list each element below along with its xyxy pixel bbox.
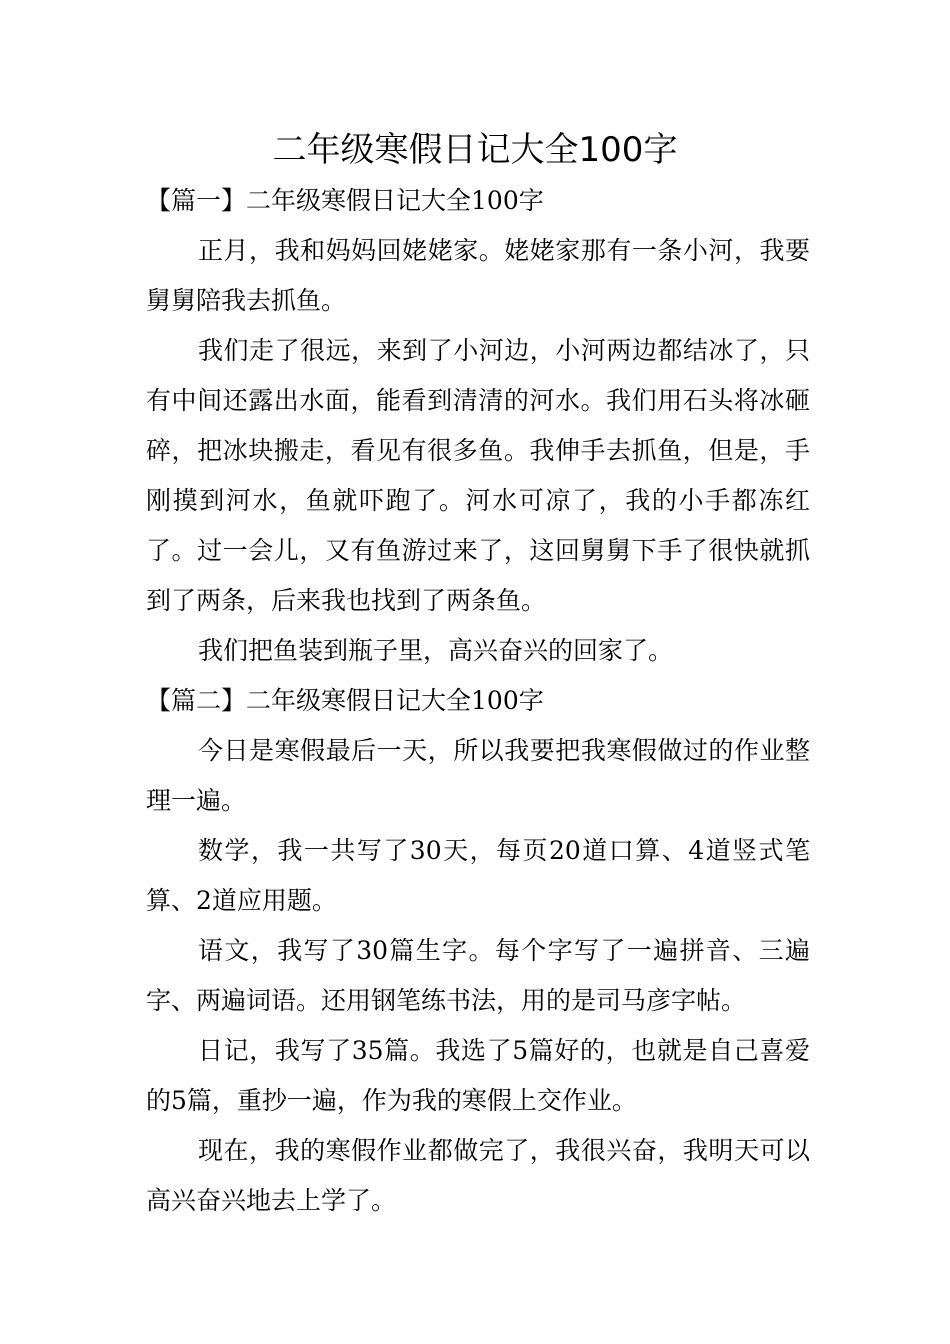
section-2-paragraph-3: 语文，我写了30篇生字。每个字写了一遍拼音、三遍字、两遍词语。还用钢笔练书法，用的是司马彦字帖。 <box>146 936 810 1015</box>
section-1-paragraph-2: 我们走了很远，来到了小河边，小河两边都结冰了，只有中间还露出水面，能看到清清的河水。我们用石头将冰砸碎，把冰块搬走，看见有很多鱼。我伸手去抓鱼，但是，手刚摸到河水，鱼就吓跑了。河水可凉了，我的小手都冻红了。过一会儿，又有鱼游过来了，这回舅舅下手了很快就抓到了两条，后来我也找到了两条鱼。 <box>146 336 810 615</box>
section-2-paragraph-1: 今日是寒假最后一天，所以我要把我寒假做过的作业整理一遍。 <box>146 736 810 815</box>
document-body <box>146 176 810 1226</box>
section-2-paragraph-5: 现在，我的寒假作业都做完了，我很兴奋，我明天可以高兴奋兴地去上学了。 <box>146 1136 810 1215</box>
section-1-paragraph-1: 正月，我和妈妈回姥姥家。姥姥家那有一条小河，我要舅舅陪我去抓鱼。 <box>146 236 810 315</box>
document-title: 二年级寒假日记大全100字 <box>272 130 678 170</box>
section-heading-2: 【篇二】二年级寒假日记大全100字 <box>146 686 544 715</box>
section-2-paragraph-2: 数学，我一共写了30天，每页20道口算、4道竖式笔算、2道应用题。 <box>146 836 810 915</box>
section-2-paragraph-4: 日记，我写了35篇。我选了5篇好的，也就是自己喜爱的5篇，重抄一遍，作为我的寒假上交作业。 <box>146 1036 810 1115</box>
section-heading-1: 【篇一】二年级寒假日记大全100字 <box>146 186 544 215</box>
section-1-paragraph-3: 我们把鱼装到瓶子里，高兴奋兴的回家了。 <box>198 636 674 665</box>
